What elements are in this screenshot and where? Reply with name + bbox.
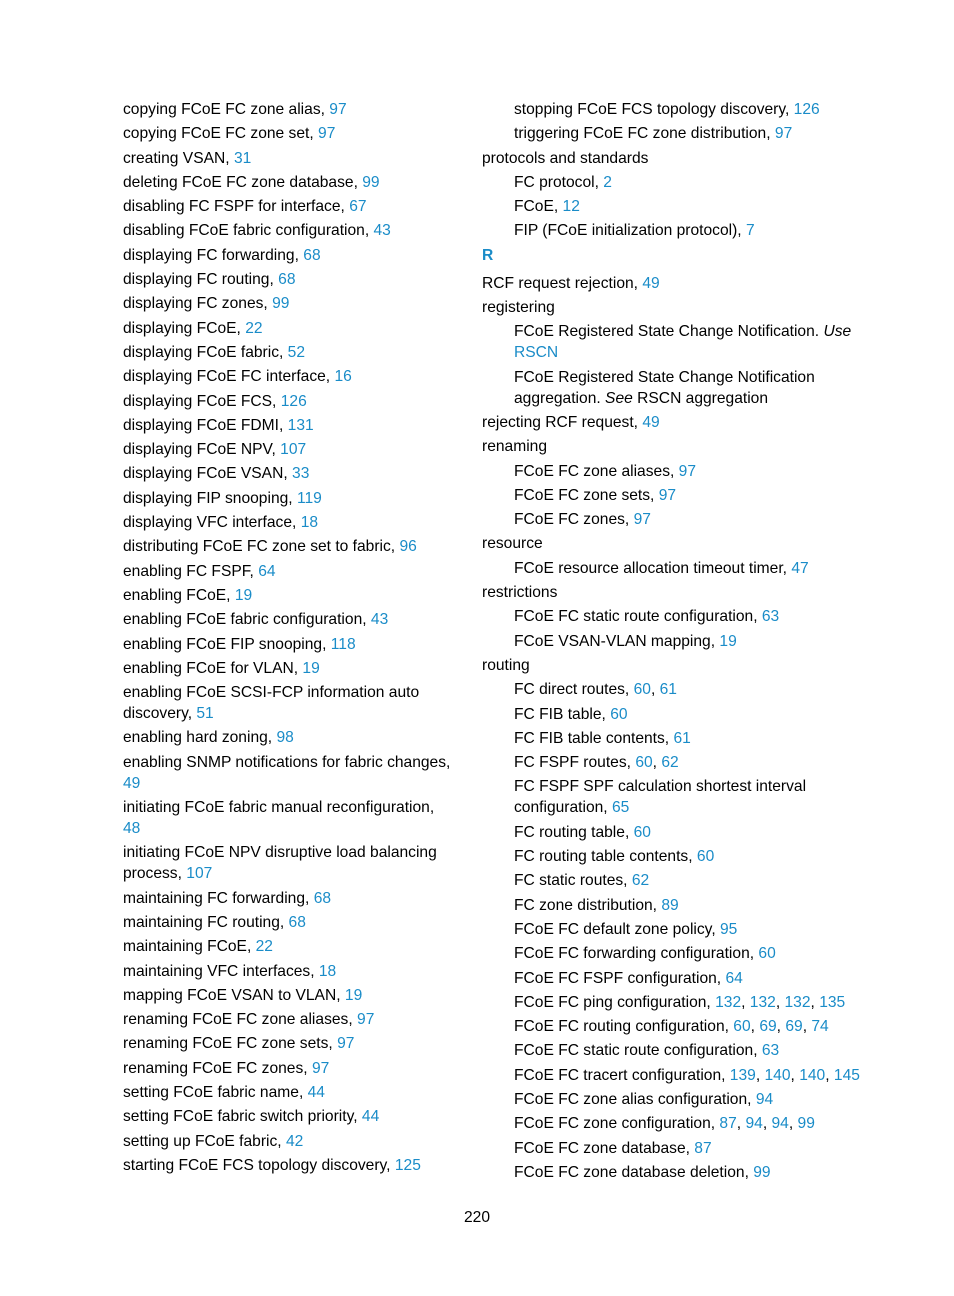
index-entry [123,1106,453,1127]
page-link[interactable]: 18 [318,962,337,980]
page-link[interactable]: 43 [370,611,389,629]
index-entry-text: FCoE FC zone alias configuration, [514,1090,756,1108]
index-entry-text: FCoE FC zone configuration, [514,1115,720,1133]
index-subentry [482,704,882,725]
index-entry [123,220,453,241]
index-entry-text: FC zone distribution, [514,896,662,914]
index-entry [123,342,453,363]
index-entry [123,985,453,1006]
page-link[interactable]: 44 [361,1108,380,1126]
index-entry [123,536,453,557]
index-entry-text: initiating FCoE NPV disruptive load balancing process, [123,844,437,883]
index-entry [123,123,453,144]
index-entry-text: creating VSAN, [123,149,234,167]
index-entry-text: FC FSPF routes, [514,754,636,772]
index-entry-text: maintaining FCoE, [123,938,256,956]
index-entry [123,634,453,655]
index-subentry [482,220,882,241]
index-entry [123,936,453,957]
index-entry [123,585,453,606]
index-subentry: FCoE FC routing configuration, 60, 69, 69, 74 [514,1018,829,1036]
index-entry [123,797,453,839]
page-link[interactable]: 60 [635,754,653,772]
index-letter-heading: R [482,246,494,264]
index-entry [123,1131,453,1152]
page-link[interactable]: 61 [659,681,677,699]
index-subentry [482,968,882,989]
index-entry [123,842,453,884]
index-entry-text: maintaining FC routing, [123,913,289,931]
page-link[interactable]: 97 [337,1035,355,1053]
index-subentry [482,728,882,749]
index-entry [123,1155,453,1176]
index-entry-text: displaying FC routing, [123,271,279,289]
index-entry [123,196,453,217]
index-entry-text: displaying FCoE FDMI, [123,416,288,434]
index-entry [123,512,453,533]
page-link[interactable]: 107 [280,441,307,459]
index-entry [123,1058,453,1079]
page-link[interactable]: 97 [633,511,651,529]
index-entry-text: renaming FCoE FC zone aliases, [123,1011,358,1029]
index-entry-text: FCoE Registered State Change Notification aggregation. [514,368,815,407]
index-entry [123,99,453,120]
page-link[interactable]: 60 [733,1018,751,1036]
page-link[interactable]: 99 [362,173,380,191]
page-link[interactable]: 107 [186,865,213,883]
page-link[interactable]: 97 [774,125,793,143]
page-link[interactable]: 126 [793,101,820,118]
index-entry-text: registering [482,299,555,317]
index-subentry [482,895,882,916]
index-entry-text: enabling FCoE, [123,586,235,604]
index-entry-text: displaying FCoE VSAN, [123,465,293,483]
page-link[interactable]: 61 [673,729,691,747]
index-entry-text: stopping FCoE FCS topology discovery, [514,101,794,118]
page-link[interactable]: 145 [833,1066,860,1084]
index-entry [123,961,453,982]
index-subentry [482,846,882,867]
index-entry-text: displaying FCoE FCS, [123,392,281,410]
index-entry-text: copying FCoE FC zone alias, [123,101,330,118]
page-link[interactable]: 98 [276,729,294,747]
index-entry-text: FCoE VSAN-VLAN mapping, [514,632,720,650]
page-link[interactable]: 87 [719,1115,737,1133]
page-link[interactable]: 60 [633,823,651,841]
page-link[interactable]: 94 [771,1115,789,1133]
index-entry-text: FCoE FC FSPF configuration, [514,969,726,987]
page-link[interactable]: 64 [725,969,743,987]
page-link[interactable]: 67 [349,198,367,216]
page-link[interactable]: 49 [642,413,660,431]
index-entry-text: FCoE FC forwarding configuration, [514,945,759,963]
index-entry-text: FC FIB table, [514,705,611,723]
page-link[interactable]: 97 [318,125,336,143]
index-entry [482,436,882,457]
index-entry-text: FC routing table contents, [514,848,697,866]
index-entry-text: FIP (FCoE initialization protocol), [514,222,746,240]
page-link[interactable]: 51 [196,705,214,723]
index-subentry [482,196,882,217]
index-entry-text: FCoE FC zone database deletion, [514,1163,754,1181]
index-subentry [482,485,882,506]
index-entry-text: FCoE FC tracert configuration, [514,1066,730,1084]
index-entry [123,1009,453,1030]
page-link[interactable]: 31 [233,149,252,167]
index-subentry [482,461,882,482]
index-entry-text: maintaining VFC interfaces, [123,962,319,980]
page-link[interactable]: 19 [302,659,320,677]
index-subentry [482,1138,882,1159]
see-reference-label: See [605,389,633,407]
page-link[interactable]: 97 [311,1059,330,1077]
index-entry [482,148,882,169]
index-entry-text: displaying VFC interface, [123,514,301,532]
index-entry [123,148,453,169]
index-subentry: FC FSPF routes, 60, 62 [514,754,679,772]
index-entry [482,533,882,554]
index-subentry [482,321,882,363]
index-entry-text: FC FIB table contents, [514,729,674,747]
page-link[interactable]: 19 [344,986,363,1004]
page-link[interactable]: 12 [562,198,580,216]
page-link[interactable]: 7 [745,222,755,240]
index-entry-text: initiating FCoE fabric manual reconfiguration, [123,799,435,817]
page-link[interactable]: 97 [357,1011,375,1029]
index-subentry [482,919,882,940]
index-entry-text: FC FSPF SPF calculation shortest interval configuration, [514,778,807,817]
page-link[interactable]: 68 [303,246,321,264]
index-subentry [482,776,882,818]
see-reference-target: RSCN aggregation [637,389,769,407]
index-entry [123,561,453,582]
index-entry-text: routing [482,656,530,674]
page-link[interactable]: 125 [394,1156,421,1174]
index-entry [123,727,453,748]
page-link[interactable]: 42 [285,1132,304,1150]
page-link[interactable]: 74 [811,1018,829,1036]
index-entry-text: deleting FCoE FC zone database, [123,173,363,191]
index-entry-text: disabling FC FSPF for interface, [123,198,350,216]
see-reference-target[interactable]: RSCN [514,344,559,362]
index-entry-text: FCoE FC ping configuration, [514,993,716,1011]
index-entry-text: FC direct routes, [514,681,634,699]
index-entry-text: FCoE FC zone database, [514,1139,695,1157]
index-subentry [482,558,882,579]
index-entry-text: enabling FCoE FIP snooping, [123,635,331,653]
index-entry [123,245,453,266]
page-link[interactable]: 139 [729,1066,756,1084]
page-link[interactable]: 97 [329,101,347,118]
index-entry-text: FCoE FC static route configuration, [514,608,762,626]
index-entry [123,439,453,460]
index-entry-text: FC static routes, [514,872,632,890]
page-link[interactable]: 47 [791,559,809,577]
index-subentry [482,1162,882,1183]
page-link[interactable]: 68 [313,889,332,907]
index-entry-text: disabling FCoE fabric configuration, [123,222,374,240]
index-entry-text: displaying FCoE FC interface, [123,368,335,386]
index-subentry: FCoE FC ping configuration, 132, 132, 132, 135 [514,993,846,1011]
page-link[interactable]: 132 [715,993,742,1011]
index-entry-text: FC routing table, [514,823,634,841]
index-entry-text: renaming [482,438,548,456]
index-entry-text: protocols and standards [482,149,649,167]
page-link[interactable]: 60 [696,848,715,866]
index-entry-text: FCoE FC static route configuration, [514,1042,762,1060]
index-entry-text: RCF request rejection, [482,274,643,292]
page-link[interactable]: 62 [661,754,679,772]
page-link[interactable]: 22 [255,938,273,956]
page-link[interactable]: 68 [278,271,296,289]
index-entry-text: restrictions [482,584,558,602]
page-link[interactable]: 63 [761,608,780,626]
page-link[interactable]: 97 [678,462,697,480]
page-link[interactable]: 48 [123,820,141,838]
page-link[interactable]: 87 [694,1139,712,1157]
page-link[interactable]: 63 [761,1042,780,1060]
index-entry-text: setting up FCoE fabric, [123,1132,286,1150]
index-entry [123,1033,453,1054]
index-entry-text: distributing FCoE FC zone set to fabric, [123,538,400,556]
page-link[interactable]: 19 [719,632,737,650]
page-link[interactable]: 16 [334,368,352,386]
page-link[interactable]: 95 [720,920,738,938]
index-entry-text: setting FCoE fabric switch priority, [123,1108,362,1126]
index-subentry [482,123,882,144]
index-entry-text: enabling hard zoning, [123,729,277,747]
page-link[interactable]: 44 [307,1083,325,1101]
index-entry-text: enabling FCoE fabric configuration, [123,611,371,629]
index-entry-text: maintaining FC forwarding, [123,889,314,907]
page-link[interactable]: 33 [292,465,310,483]
index-entry-text: copying FCoE FC zone set, [123,125,319,143]
page-number: 220 [463,1209,491,1226]
index-entry-text: FCoE FC routing configuration, [514,1018,734,1036]
index-entry-text: displaying FCoE NPV, [123,441,281,459]
page-link[interactable]: 99 [272,295,290,313]
page-link[interactable]: 49 [642,274,660,292]
page-link[interactable]: 18 [300,514,319,532]
index-subentry: FCoE FC zone configuration, 87, 94, 94, 99 [514,1115,815,1133]
page-link[interactable]: 94 [745,1115,763,1133]
page-link[interactable]: 52 [287,343,306,361]
index-subentry [482,1089,882,1110]
index-entry [123,391,453,412]
page-link[interactable]: 132 [784,993,811,1011]
page-link[interactable]: 60 [633,681,651,699]
index-subentry [482,943,882,964]
index-entry [123,752,453,794]
index-entry-text: displaying FC forwarding, [123,246,304,264]
index-subentry [482,99,882,120]
index-entry-text: triggering FCoE FC zone distribution, [514,125,775,143]
index-entry [123,1082,453,1103]
index-subentry: FC direct routes, 60, 61 [514,681,677,699]
index-entry-text: FCoE resource allocation timeout timer, [514,559,792,577]
index-subentry [482,509,882,530]
index-entry [123,318,453,339]
index-entry-text: displaying FC zones, [123,295,273,313]
page-link[interactable]: 118 [330,635,356,653]
page-link[interactable]: 135 [819,993,846,1011]
index-entry [123,415,453,436]
index-entry-text: FCoE FC zone sets, [514,486,659,504]
page-link[interactable]: 43 [373,222,391,240]
index-entry-text: FCoE FC default zone policy, [514,920,720,938]
index-entry-text: FCoE Registered State Change Notification. [514,323,824,341]
index-column-left [123,99,453,1179]
page-link[interactable]: 89 [661,896,679,914]
index-entry [123,658,453,679]
index-entry [123,488,453,509]
page-link[interactable]: 99 [753,1163,771,1181]
index-entry [482,412,882,433]
page-link[interactable]: 131 [287,416,314,434]
index-entry [482,273,882,294]
index-subentry [482,606,882,627]
index-entry-text: FCoE FC zone aliases, [514,462,679,480]
page-link[interactable]: 96 [399,538,417,556]
index-entry [123,463,453,484]
page-link[interactable]: 132 [749,993,776,1011]
index-subentry [482,870,882,891]
index-entry-text: displaying FCoE, [123,319,246,337]
index-entry-text: renaming FCoE FC zone sets, [123,1035,338,1053]
index-subentry [482,367,882,409]
index-subentry: FCoE FC tracert configuration, 139, 140, 140, 145 [514,1066,860,1084]
index-entry-text: enabling FC FSPF, [123,562,259,580]
page-link[interactable]: 49 [123,774,141,792]
index-subentry [482,172,882,193]
page-link[interactable]: 64 [258,562,276,580]
page-link[interactable]: 140 [799,1066,826,1084]
index-entry-text: rejecting RCF request, [482,413,643,431]
index-entry-text: enabling FCoE SCSI-FCP information auto discovery, [123,684,420,723]
page-link[interactable]: 65 [611,799,630,817]
page-link[interactable]: 69 [785,1018,803,1036]
index-entry [123,293,453,314]
index-entry [123,888,453,909]
index-entry-text: FCoE, [514,198,563,216]
index-subentry [482,1040,882,1061]
index-entry-text: FC protocol, [514,173,604,191]
index-entry-text: enabling FCoE for VLAN, [123,659,303,677]
index-entry [123,912,453,933]
page-link[interactable]: 68 [288,913,306,931]
index-entry-text: enabling SNMP notifications for fabric changes, [123,753,451,771]
index-entry-text: starting FCoE FCS topology discovery, [123,1156,395,1174]
page-link[interactable]: 22 [245,319,263,337]
index-entry-text: renaming FCoE FC zones, [123,1059,312,1077]
page-link[interactable]: 126 [280,392,307,410]
page-link[interactable]: 140 [764,1066,791,1084]
index-entry [482,297,882,318]
page-link[interactable]: 119 [296,489,322,507]
page-link[interactable]: 69 [759,1018,777,1036]
page-link[interactable]: 94 [755,1090,774,1108]
index-entry [482,582,882,603]
page-link[interactable]: 62 [631,872,650,890]
index-entry [123,269,453,290]
index-subentry [482,822,882,843]
index-entry-text: resource [482,535,543,553]
index-entry-text: displaying FCoE fabric, [123,343,288,361]
page-link[interactable]: 60 [610,705,628,723]
index-subentry [482,631,882,652]
index-entry-text: mapping FCoE VSAN to VLAN, [123,986,345,1004]
index-entry [123,609,453,630]
index-entry [482,655,882,676]
index-entry [123,682,453,724]
index-entry [123,366,453,387]
page-link[interactable]: 60 [758,945,776,963]
see-reference-label: Use [823,323,852,341]
page-link[interactable]: 19 [234,586,253,604]
index-entry-text: setting FCoE fabric name, [123,1083,308,1101]
index-entry-text: displaying FIP snooping, [123,489,297,507]
page-link[interactable]: 97 [658,486,677,504]
index-entry-text: FCoE FC zones, [514,511,634,529]
index-column-right [482,99,882,1186]
index-entry [123,172,453,193]
page-link[interactable]: 99 [797,1115,815,1133]
page-link[interactable]: 2 [603,173,612,191]
